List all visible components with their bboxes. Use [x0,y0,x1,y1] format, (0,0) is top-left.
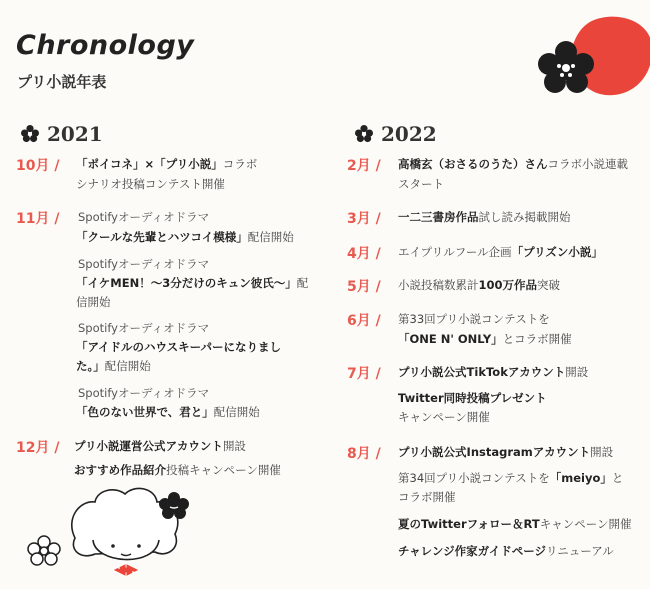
page-subtitle: プリ小説年表 [17,73,107,91]
year-heading-2021 [21,122,103,146]
timeline-entry: 第34回プリ小説コンテストを「meiyo」と [398,471,624,485]
month-label-may: 5月 / [347,279,381,295]
month-label-aug: 8月 / [347,446,381,462]
timeline-entry: おすすめ作品紹介投稿キャンペーン開催 [74,463,281,477]
timeline-entry: Spotifyオーディオドラマ [78,386,210,400]
year-heading-2022 [355,122,437,146]
timeline-entry: スタート [398,177,444,191]
timeline-entry: 「クールな先輩とハツコイ模様」配信開始 [76,230,294,244]
timeline-entry: Twitter同時投稿プレゼント [398,391,547,405]
timeline-entry: コラボ開催 [398,490,456,504]
month-label-mar: 3月 / [347,211,381,227]
black-flower-icon [535,40,597,96]
month-label-nov: 11月 / [16,211,60,227]
timeline-entry: シナリオ投稿コンテスト開催 [76,177,225,191]
timeline-entry: チャレンジ作家ガイドページリニューアル [398,544,614,558]
timeline-entry: Spotifyオーディオドラマ [78,210,210,224]
timeline-entry: た。」配信開始 [76,359,151,373]
outline-flower-icon [27,535,61,567]
timeline-entry: 「ONE N' ONLY」とコラボ開催 [398,332,572,346]
timeline-entry: プリ小説公式Instagramアカウント開設 [398,445,614,459]
timeline-entry: 信開始 [76,295,111,309]
timeline-entry: 一二三書房作品試し読み掲載開始 [398,210,571,224]
timeline-entry: プリ小説運営公式アカウント開設 [74,439,246,453]
month-label-jul: 7月 / [347,366,381,382]
timeline-entry: Spotifyオーディオドラマ [78,257,210,271]
small-black-flower-icon [159,492,189,520]
timeline-entry: 「ポイコネ」×「プリ小説」コラボ [76,157,258,171]
timeline-entry: Spotifyオーディオドラマ [78,321,210,335]
timeline-entry: 高橋玄（おさるのうた）さんコラボ小説連載 [398,157,628,171]
timeline-entry: キャンペーン開催 [398,410,490,424]
year-label: 2022 [381,122,437,146]
timeline-entry: 「色のない世界で、君と」配信開始 [76,405,260,419]
flower-icon [21,125,39,143]
flower-icon [355,125,373,143]
year-label: 2021 [47,122,103,146]
timeline-entry: 小説投稿数累計100万作品突破 [398,278,561,292]
timeline-entry: エイプリルフール企画「プリズン小説」 [398,245,603,259]
timeline-entry: 「アイドルのハウスキーパーになりまし [76,340,282,354]
timeline-entry: 第33回プリ小説コンテストを [398,312,550,326]
month-label-oct: 10月 / [16,158,60,174]
timeline-entry: 夏のTwitterフォロー＆RTキャンペーン開催 [398,517,632,531]
month-label-apr: 4月 / [347,246,381,262]
month-label-jun: 6月 / [347,313,381,329]
timeline-entry: プリ小説公式TikTokアカウント開設 [398,365,589,379]
page-title: Chronology [16,30,195,61]
timeline-entry: 「イケMEN！〜3分だけのキュン彼氏〜」配 [76,276,309,290]
month-label-dec: 12月 / [16,440,60,456]
month-label-feb: 2月 / [347,158,381,174]
